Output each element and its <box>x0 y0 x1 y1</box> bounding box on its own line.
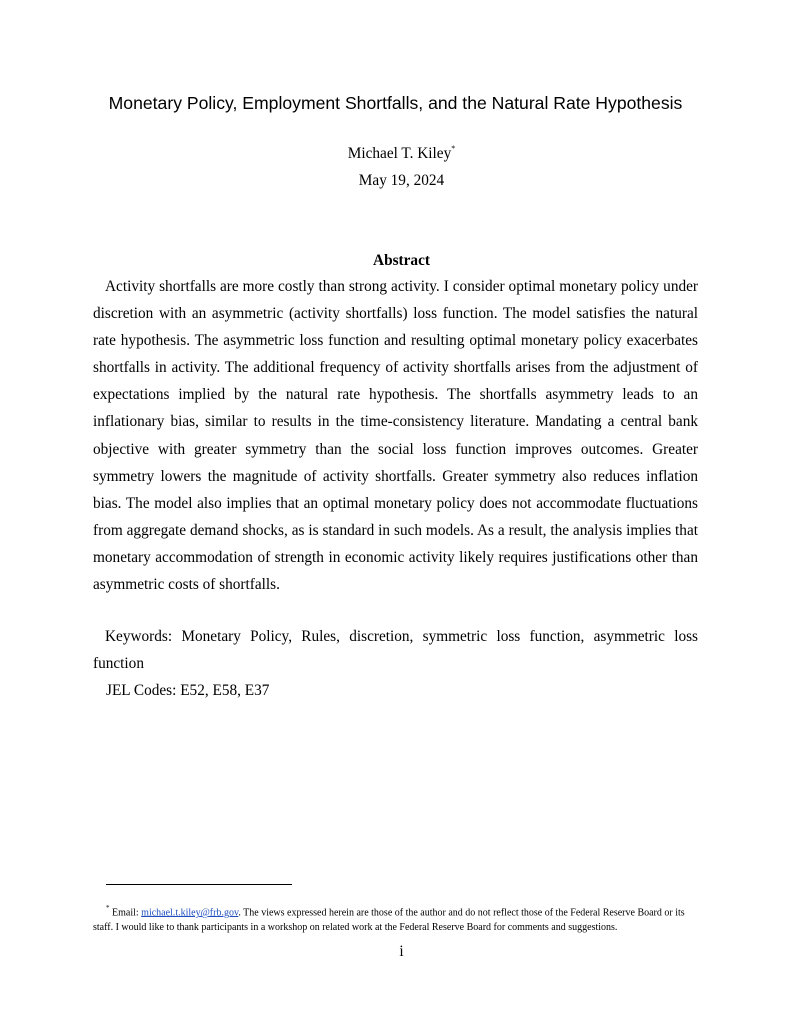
author-email-link[interactable]: michael.t.kiley@frb.gov <box>141 907 239 919</box>
page-number: i <box>399 943 404 960</box>
footnote-divider <box>106 884 292 885</box>
footnote-text: . The views expressed herein are those of the author and do not reflect those of the Federal Reserve Board or its staff. I would like to thank participants in a workshop on related work at the Federal Reserve Board for comments and suggestions. <box>93 907 685 933</box>
author-footnote-mark[interactable]: * <box>451 144 456 153</box>
paper-title: Monetary Policy, Employment Shortfalls, and the Natural Rate Hypothesis <box>108 93 683 113</box>
jel-codes: JEL Codes: E52, E58, E37 <box>106 682 270 699</box>
footnote <box>93 902 699 935</box>
author-name: Michael T. Kiley <box>347 145 452 163</box>
keywords: Keywords: Monetary Policy, Rules, discretion, symmetric loss function, asymmetric loss function <box>93 628 698 672</box>
paper-date: May 19, 2024 <box>358 172 445 189</box>
abstract-text: Activity shortfalls are more costly than strong activity. I consider optimal monetary policy under discretion with an asymmetric (activity shortfalls) loss function. The model satisfies the natural rate hypothesis. The asymmetric loss function and resulting optimal monetary policy exacerbates shortfalls in activity. The additional frequency of activity shortfalls arises from the adjustment of expectations implied by the natural rate hypothesis. The shortfalls asymmetry leads to an inflationary bias, similar to results in the time-consistency literature. Mandating a central bank objective with greater symmetry than the social loss function improves outcomes. Greater symmetry lowers the magnitude of activity shortfalls. Greater symmetry also reduces inflation bias. The model also implies that an optimal monetary policy does not accommodate fluctuations from aggregate demand shocks, as is standard in such models. As a result, the analysis implies that monetary accommodation of strength in economic activity likely requires justifications other than asymmetric costs of shortfalls. <box>93 278 698 594</box>
footnote-mark: * <box>106 904 110 912</box>
abstract-heading: Abstract <box>373 252 430 269</box>
author-line <box>0 145 791 163</box>
footnote-email-label: Email: <box>112 907 142 919</box>
